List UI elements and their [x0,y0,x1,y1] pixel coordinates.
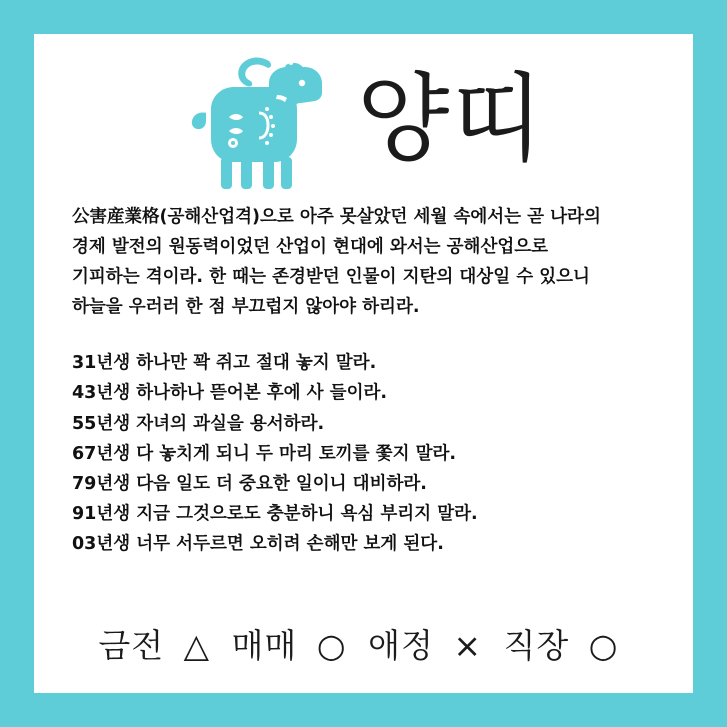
fortune-body [34,202,693,559]
goat-sheep-icon [181,47,351,197]
summary-label-work: 직장 [503,626,570,665]
list-item: 31년생 하나만 꽉 쥐고 절대 놓지 말라. [72,353,377,374]
fortune-summary [34,620,693,667]
list-item: 03년생 너무 서두르면 오히려 손해만 보게 된다. [72,533,444,554]
fortune-paragraph [72,202,655,322]
birth-year-list [72,348,655,559]
summary-label-money: 금전 [98,626,165,665]
summary-mark-money: △ [183,626,211,665]
fortune-card [34,34,693,693]
summary-label-love: 애정 [368,626,434,665]
paragraph-line: 기피하는 격이라. 한 때는 존경받던 인물이 지탄의 대상일 수 있으니 [72,267,590,288]
summary-label-trade: 매매 [231,626,298,665]
list-item: 91년생 지금 그것으로도 충분하니 욕심 부리지 말라. [72,503,478,524]
summary-mark-love: × [453,626,483,665]
paragraph-line: 公害産業格(공해산업격)으로 아주 못살았던 세월 속에서는 곧 나라의 [72,207,601,227]
page-title: 양띠 [356,63,547,175]
paragraph-line: 하늘을 우러러 한 점 부끄럽지 않아야 하리라. [72,297,420,318]
paragraph-line: 경제 발전의 원동력이었던 산업이 현대에 와서는 공해산업으로 [72,237,549,258]
card-header [34,34,693,202]
summary-mark-work: ○ [588,626,619,665]
summary-mark-trade: ○ [316,626,347,665]
list-item: 55년생 자녀의 과실을 용서하라. [72,413,325,434]
list-item: 43년생 하나하나 뜯어본 후에 사 들이라. [72,383,388,404]
list-item: 67년생 다 놓치게 되니 두 마리 토끼를 쫓지 말라. [72,443,457,464]
list-item: 79년생 다음 일도 더 중요한 일이니 대비하라. [72,473,427,494]
